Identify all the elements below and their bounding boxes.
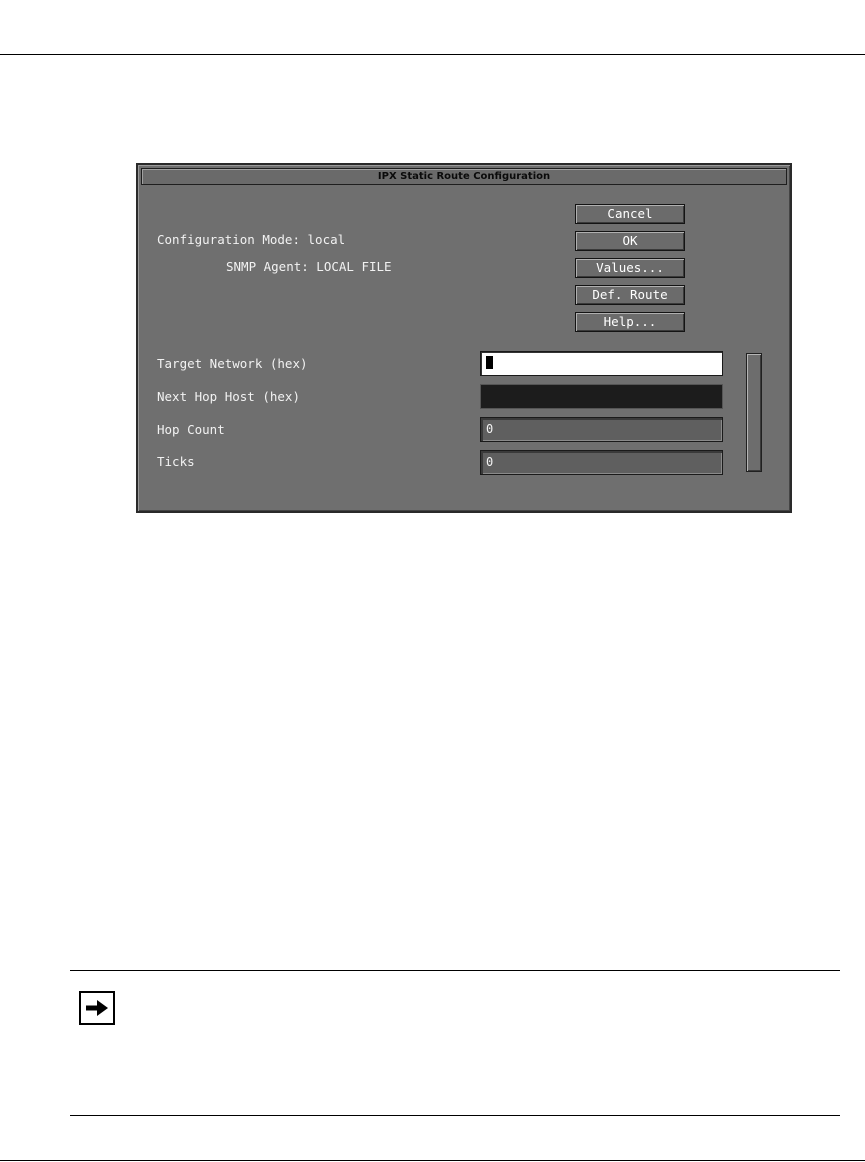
configuration-mode-label: Configuration Mode: local	[157, 232, 346, 247]
snmp-agent-label: SNMP Agent: LOCAL FILE	[226, 259, 392, 274]
header-rule	[0, 54, 865, 55]
default-route-button[interactable]: Def. Route	[575, 285, 685, 305]
target-network-label: Target Network (hex)	[157, 356, 308, 371]
note-top-rule	[70, 970, 840, 971]
hop-count-value: 0	[486, 422, 494, 436]
ok-button[interactable]: OK	[575, 231, 685, 251]
ticks-label: Ticks	[157, 454, 195, 469]
cancel-button[interactable]: Cancel	[575, 204, 685, 224]
dialog-title-bar[interactable]	[141, 168, 787, 185]
dialog-title: IPX Static Route Configuration	[377, 171, 551, 182]
footer-rule	[0, 1160, 865, 1161]
next-hop-host-label: Next Hop Host (hex)	[157, 389, 300, 404]
target-network-input[interactable]	[480, 351, 723, 376]
hop-count-label: Hop Count	[157, 422, 225, 437]
note-bottom-rule	[70, 1115, 840, 1116]
hop-count-input[interactable]	[480, 417, 723, 442]
ticks-input[interactable]	[480, 450, 723, 475]
next-hop-host-input[interactable]	[480, 384, 723, 409]
scrollbar[interactable]	[746, 353, 762, 472]
help-button[interactable]: Help...	[575, 312, 685, 332]
values-button[interactable]: Values...	[575, 258, 685, 278]
ticks-value: 0	[486, 455, 494, 469]
text-cursor	[486, 356, 493, 369]
ipx-static-route-dialog	[136, 163, 792, 513]
arrow-right-icon	[79, 991, 115, 1025]
